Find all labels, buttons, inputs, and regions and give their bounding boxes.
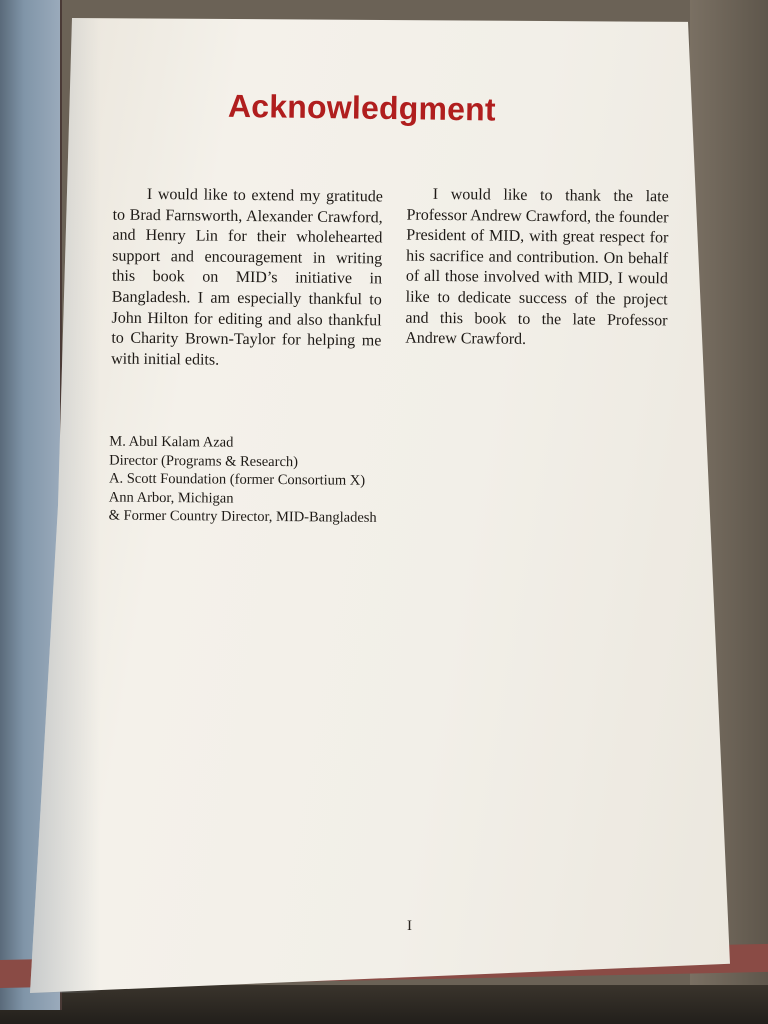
acknowledgment-paragraph-right: I would like to thank the late Professor Andrew Crawford, the founder President of MID, with great respect for his sacrifice and contribution. On behalf of all those involved with MID, I would like to dedicate success of the project and this book to the late Professor Andrew Crawford. — [405, 185, 669, 349]
signature-organization: A. Scott Foundation (former Consortium X) — [108, 470, 366, 489]
signature-block — [109, 433, 440, 528]
acknowledgment-paragraph-left: I would like to extend my gratitude to Brad Farnsworth, Alexander Crawford, and Henry Lin for their wholehearted support and encouragement in writing this book on MID’s initiative in Bangladesh. I am especially thankful to John Hilton for editing and also thankful to Charity Brown-Taylor for helping me with initial edits. — [111, 185, 383, 369]
signature-location: Ann Arbor, Michigan — [108, 489, 234, 507]
signature-title: Director (Programs & Research) — [109, 452, 299, 470]
signature-name: M. Abul Kalam Azad — [109, 433, 234, 451]
background-floor — [0, 985, 768, 1024]
page-number: I — [407, 918, 412, 934]
signature-former-role: & Former Country Director, MID-Bangladesh — [108, 507, 377, 526]
page-title: Acknowledgment — [227, 87, 496, 128]
